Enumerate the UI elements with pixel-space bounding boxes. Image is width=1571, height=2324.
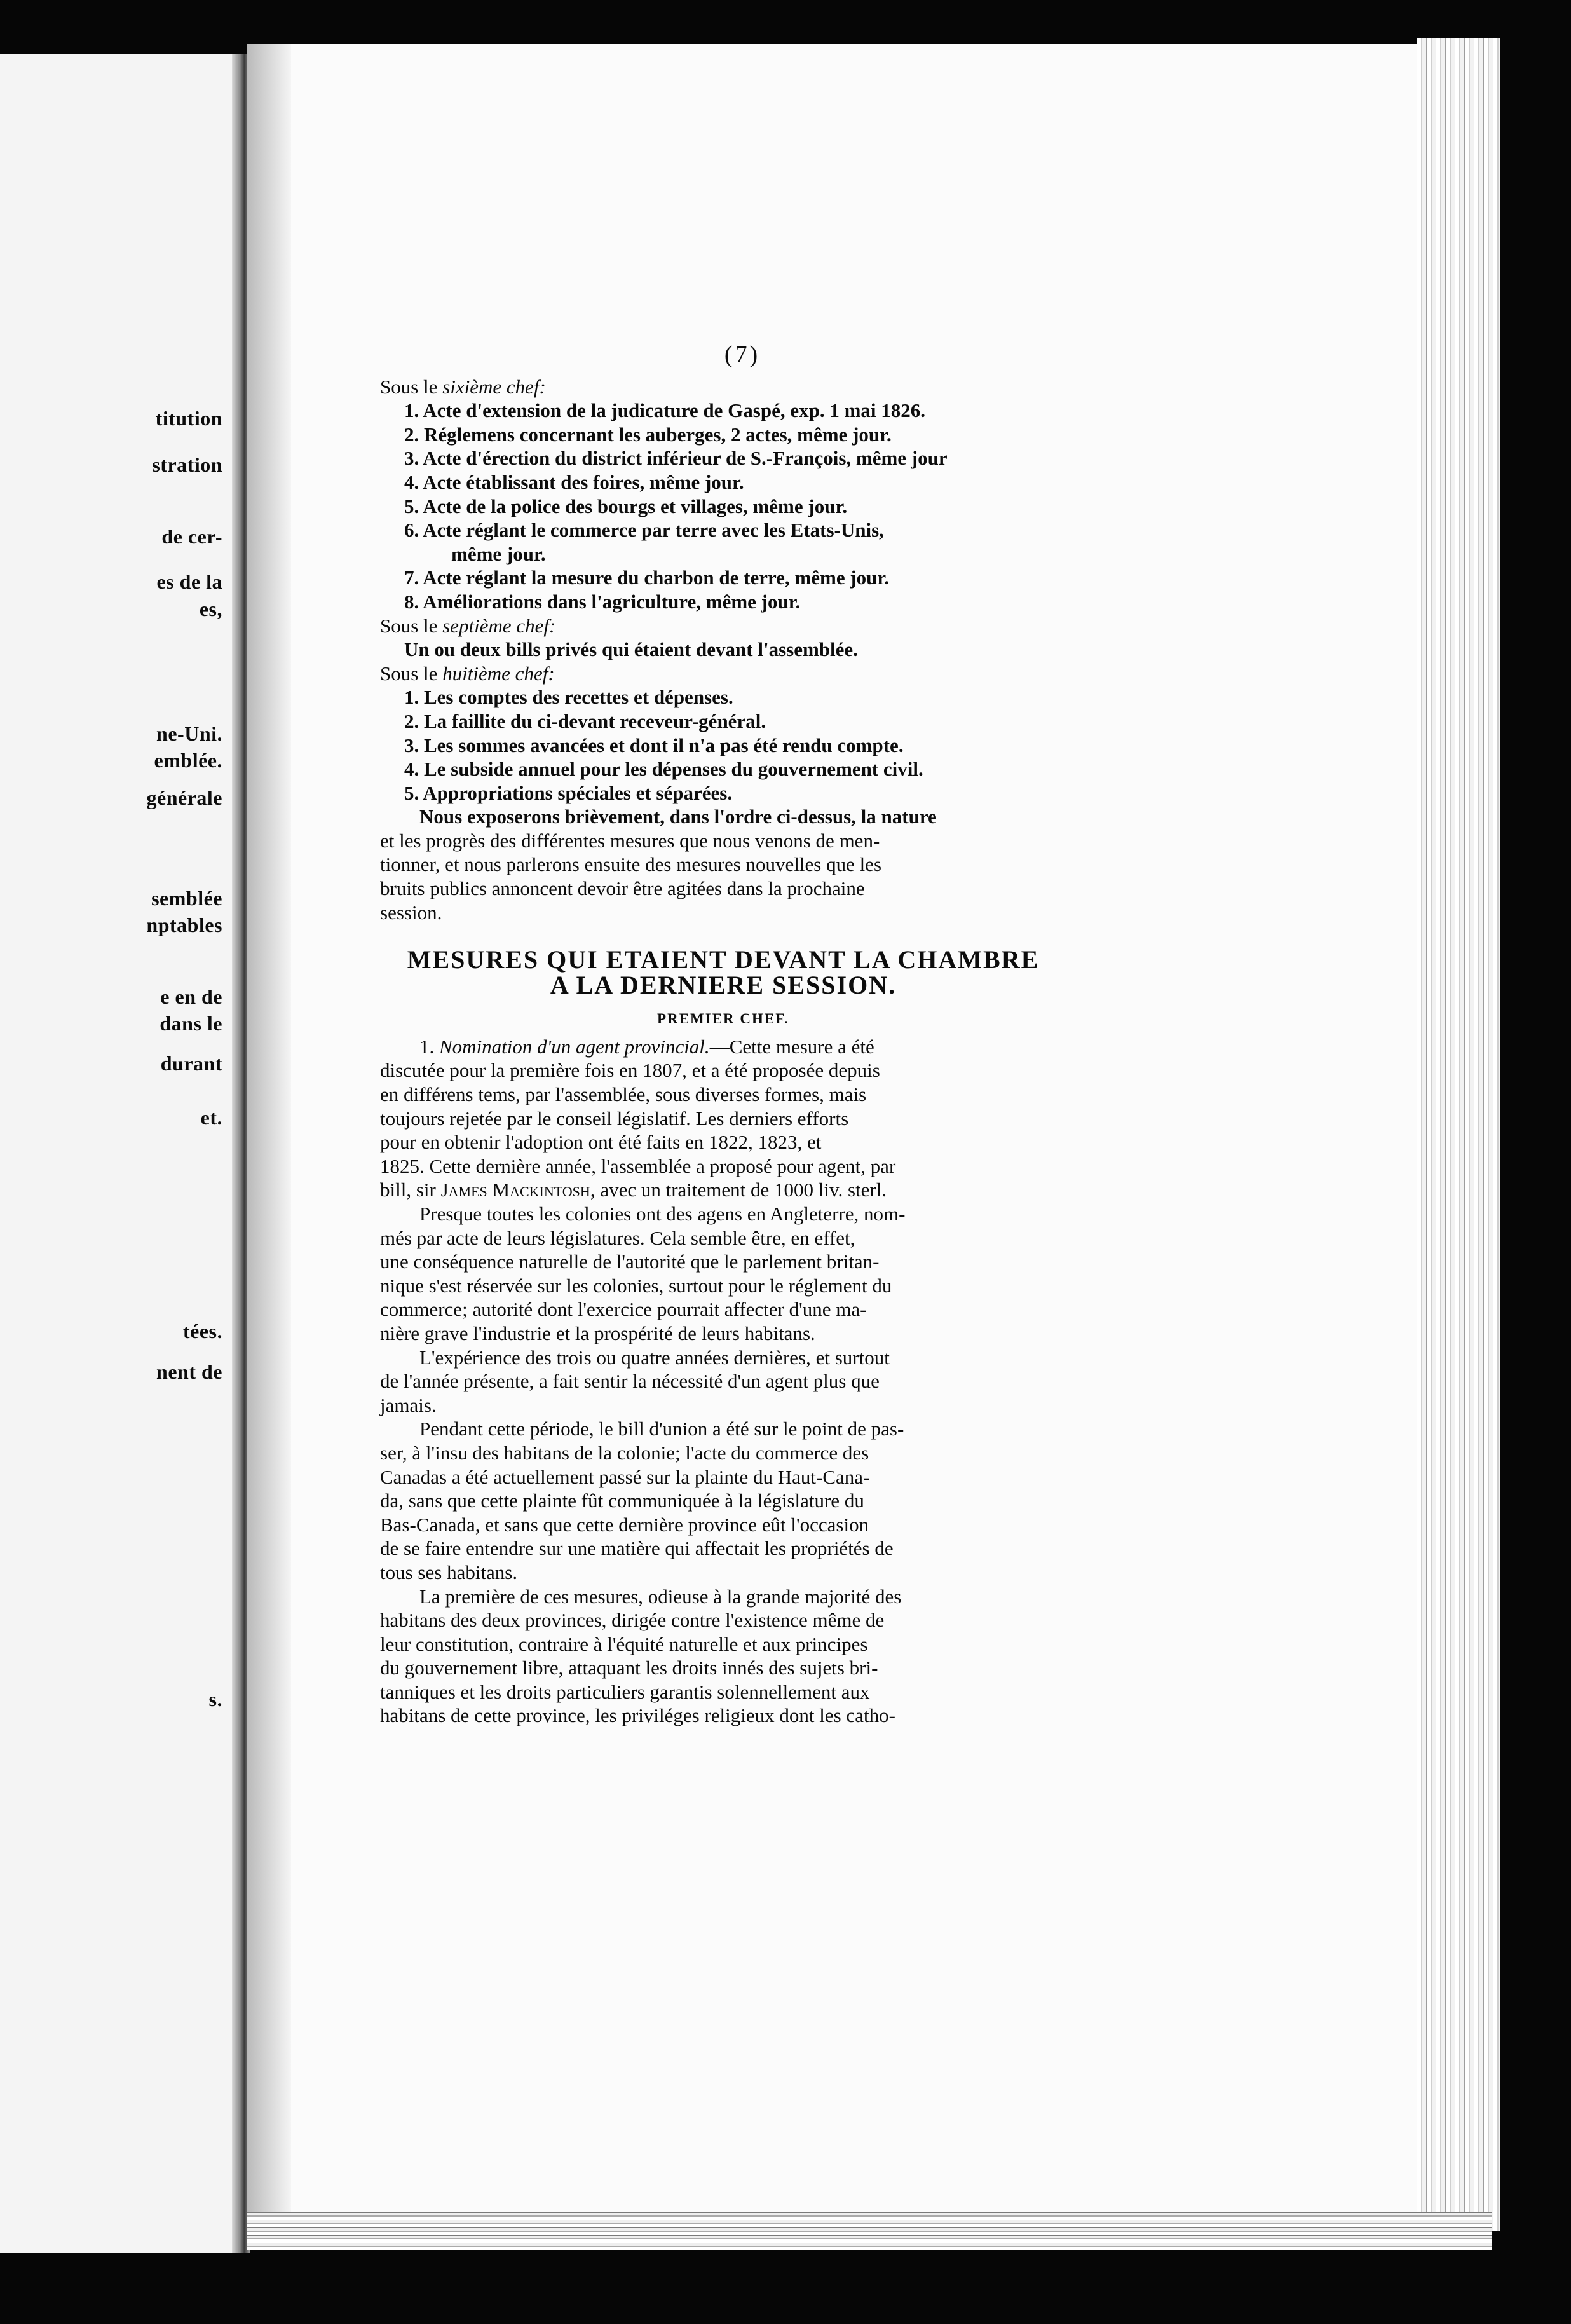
paragraph-first-line: 1. Nomination d'un agent provincial.—Cette mesure a été	[419, 1035, 874, 1058]
text-line: 7. Acte réglant la mesure du charbon de terre, même jour.	[404, 566, 890, 589]
text-line: L'expérience des trois ou quatre années dernières, et surtout	[419, 1346, 890, 1369]
text-line: toujours rejetée par le conseil législatif. Les derniers efforts	[380, 1107, 849, 1130]
text-line: en différens tems, par l'assemblée, sous diverses formes, mais	[380, 1083, 867, 1106]
text-line: tionner, et nous parlerons ensuite des mesures nouvelles que les	[380, 853, 882, 876]
text-line: nique s'est réservée sur les colonies, surtout pour le réglement du	[380, 1274, 892, 1297]
text-line: 1. Acte d'extension de la judicature de Gaspé, exp. 1 mai 1826.	[404, 399, 926, 422]
section-heading: MESURES QUI ETAIENT DEVANT LA CHAMBRE A LA DERNIERE SESSION.	[407, 945, 1040, 1000]
text-line: da, sans que cette plainte fût communiquée à la législature du	[380, 1489, 864, 1512]
text-line: 4. Le subside annuel pour les dépenses du gouvernement civil.	[404, 758, 923, 781]
section-sixieme-heading: Sous le sixième chef:	[380, 375, 546, 398]
huitieme-list	[380, 685, 1066, 805]
left-page-fragment: ne-Uni.	[156, 722, 222, 745]
left-page-fragment: s.	[208, 1688, 222, 1711]
left-page-fragment: nent de	[156, 1360, 222, 1383]
text-line: 5. Acte de la police des bourgs et villages, même jour.	[404, 495, 848, 517]
left-page-fragment: durant	[160, 1052, 222, 1075]
intro-paragraph	[380, 805, 1066, 924]
paragraph-5	[380, 1585, 1066, 1728]
left-page-fragment: emblée.	[154, 749, 222, 772]
section-septieme-heading: Sous le septième chef:	[380, 614, 556, 637]
left-page-fragment: titution	[155, 407, 222, 430]
text-line: et les progrès des différentes mesures que nous venons de men-	[380, 829, 880, 852]
text-line: session.	[380, 901, 442, 924]
text-line: discutée pour la première fois en 1807, et a été proposée depuis	[380, 1059, 880, 1082]
text-line: 8. Améliorations dans l'agriculture, même jour.	[404, 590, 801, 613]
paragraph-4	[380, 1417, 1066, 1584]
text-line: habitans des deux provinces, dirigée contre l'existence même de	[380, 1609, 885, 1632]
text-line: 4. Acte établissant des foires, même jour.	[404, 470, 744, 493]
text-line: 2. Réglemens concernant les auberges, 2 actes, même jour.	[404, 423, 892, 446]
text-line: Canadas a été actuellement passé sur la plainte du Haut-Cana-	[380, 1465, 870, 1488]
septieme-text: Un ou deux bills privés qui étaient devant l'assemblée.	[404, 638, 858, 661]
text-line: pour en obtenir l'adoption ont été faits en 1822, 1823, et	[380, 1131, 822, 1154]
text-line: 3. Les sommes avancées et dont il n'a pas été rendu compte.	[404, 734, 904, 756]
text-line: jamais.	[380, 1393, 437, 1416]
text-line: leur constitution, contraire à l'équité naturelle et aux principes	[380, 1632, 868, 1655]
section-huitieme-heading: Sous le huitième chef:	[380, 662, 555, 685]
page-number: (7)	[724, 341, 761, 368]
text-line: tanniques et les droits particuliers garantis solennellement aux	[380, 1680, 870, 1703]
left-page-fragment: stration	[152, 453, 222, 476]
text-line: Nous exposerons brièvement, dans l'ordre ci-dessus, la nature	[419, 805, 937, 828]
left-page	[0, 54, 240, 2253]
text-line: ser, à l'insu des habitans de la colonie; l'acte du commerce des	[380, 1441, 869, 1464]
text-line: La première de ces mesures, odieuse à la grande majorité des	[419, 1585, 902, 1608]
text-line: nière grave l'industrie et la prospérité de leurs habitans.	[380, 1322, 815, 1344]
bottom-page-edges	[247, 2212, 1492, 2250]
paragraph-3	[380, 1346, 1066, 1418]
text-line: du gouvernement libre, attaquant les droits innés des sujets bri-	[380, 1657, 878, 1679]
text-line: tous ses habitans.	[380, 1561, 518, 1583]
subheading: PREMIER CHEF.	[657, 1011, 789, 1027]
left-page-fragment: es de la	[156, 570, 222, 593]
paragraph-line: bill, sir James Mackintosh, avec un traitement de 1000 liv. sterl.	[380, 1179, 887, 1201]
text-line: 3. Acte d'érection du district inférieur de S.-François, même jour	[404, 447, 948, 470]
text-line: 5. Appropriations spéciales et séparées.	[404, 781, 733, 804]
text-line: Presque toutes les colonies ont des agens en Angleterre, nom-	[419, 1203, 906, 1225]
text-line: habitans de cette province, les priviléges religieux dont les catho-	[380, 1704, 895, 1727]
sixieme-list	[380, 399, 1066, 542]
page-edges	[1417, 38, 1500, 2231]
left-page-fragment: générale	[146, 786, 222, 809]
left-page-fragment: e en de	[160, 985, 222, 1008]
text-line: bruits publics annoncent devoir être agitées dans la prochaine	[380, 877, 865, 900]
text-line: commerce; autorité dont l'exercice pourrait affecter d'une ma-	[380, 1298, 867, 1321]
left-page-fragment: tées.	[182, 1320, 222, 1343]
left-page-fragment: dans le	[160, 1012, 222, 1035]
text-line: une conséquence naturelle de l'autorité que le parlement britan-	[380, 1250, 880, 1273]
left-page-fragment: es,	[199, 598, 222, 620]
page-text	[380, 343, 1066, 1728]
text-line: 2. La faillite du ci-devant receveur-général.	[404, 709, 766, 732]
text-line: 1825. Cette dernière année, l'assemblée a proposé pour agent, par	[380, 1154, 896, 1177]
text-line: de se faire entendre sur une matière qui affectait les propriétés de	[380, 1537, 894, 1560]
paragraph-2	[380, 1202, 1066, 1346]
sixieme-list-b	[380, 566, 1066, 613]
left-page-fragment: semblée	[151, 887, 222, 910]
person-name: James Mackintosh	[440, 1179, 590, 1201]
text-line: 1. Les comptes des recettes et dépenses.	[404, 686, 733, 709]
left-page-fragment: nptables	[146, 913, 222, 936]
gutter-shadow	[247, 44, 291, 2212]
text-line: 6. Acte réglant le commerce par terre avec les Etats-Unis,	[404, 519, 884, 542]
text-line: Bas-Canada, et sans que cette dernière province eût l'occasion	[380, 1513, 869, 1536]
paragraph-1	[380, 1058, 1066, 1178]
text-line: més par acte de leurs législatures. Cela semble être, en effet,	[380, 1226, 855, 1249]
left-page-fragment: et.	[200, 1106, 222, 1129]
list-item-continuation: même jour.	[451, 542, 546, 565]
text-line: Pendant cette période, le bill d'union a été sur le point de pas-	[419, 1418, 904, 1440]
left-page-fragment: de cer-	[161, 525, 222, 548]
text-line: de l'année présente, a fait sentir la nécessité d'un agent plus que	[380, 1370, 880, 1393]
